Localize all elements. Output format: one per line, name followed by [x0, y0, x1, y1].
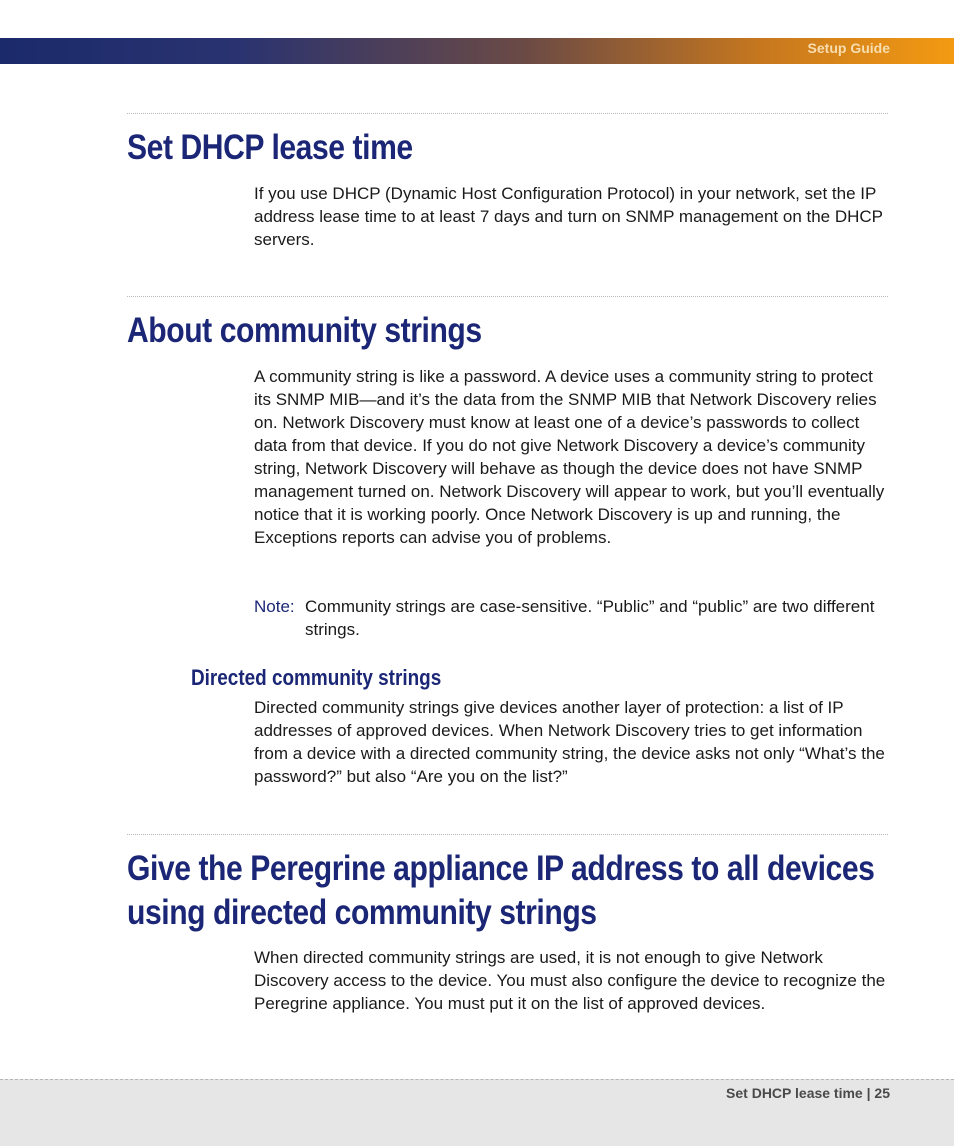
paragraph-dhcp: If you use DHCP (Dynamic Host Configuration Protocol) in your network, set the IP address lease time to at least 7 days and turn on SNMP management on the DHCP servers. — [254, 184, 883, 249]
footer-page-label: Set DHCP lease time | 25 — [726, 1085, 890, 1101]
note-text: Community strings are case-sensitive. “Public” and “public” are two different strings. — [305, 597, 875, 639]
section-divider — [127, 296, 888, 297]
paragraph-directed-community-strings: Directed community strings give devices another layer of protection: a list of IP addresses of approved devices. When Network Discovery tries to get information from a device with a directed community string, the device asks not only “What’s the password?” but also “Are you on the list?” — [254, 698, 885, 786]
heading-about-community-strings: About community strings — [127, 311, 482, 350]
paragraph-community-strings: A community string is like a password. A device uses a community string to protect its SNMP MIB—and it’s the data from the SNMP MIB that Network Discovery relies on. Network Discovery must know at least one of a device’s passwords to collect data from that device. If you do not give Network Discovery a device’s community string, Network Discovery will behave as though the device does not have SNMP management turned on. Network Discovery will appear to work, but you’ll eventually notice that it is working poorly. Once Network Discovery is up and running, the Exceptions reports can advise you of problems. — [254, 367, 885, 547]
subheading-directed-community-strings: Directed community strings — [191, 665, 442, 690]
heading-give-peregrine-ip-line1: Give the Peregrine appliance IP address to all devices — [127, 849, 875, 888]
heading-give-peregrine-ip-line2: using directed community strings — [127, 893, 597, 932]
section-divider — [127, 834, 888, 835]
paragraph-peregrine-ip: When directed community strings are used, it is not enough to give Network Discovery access to the device. You must also configure the device to recognize the Peregrine appliance. You must put it on the list of approved devices. — [254, 948, 886, 1013]
header-title: Setup Guide — [807, 40, 890, 56]
section-divider — [127, 113, 888, 114]
note-label: Note: — [254, 597, 295, 616]
heading-set-dhcp-lease-time: Set DHCP lease time — [127, 128, 413, 167]
